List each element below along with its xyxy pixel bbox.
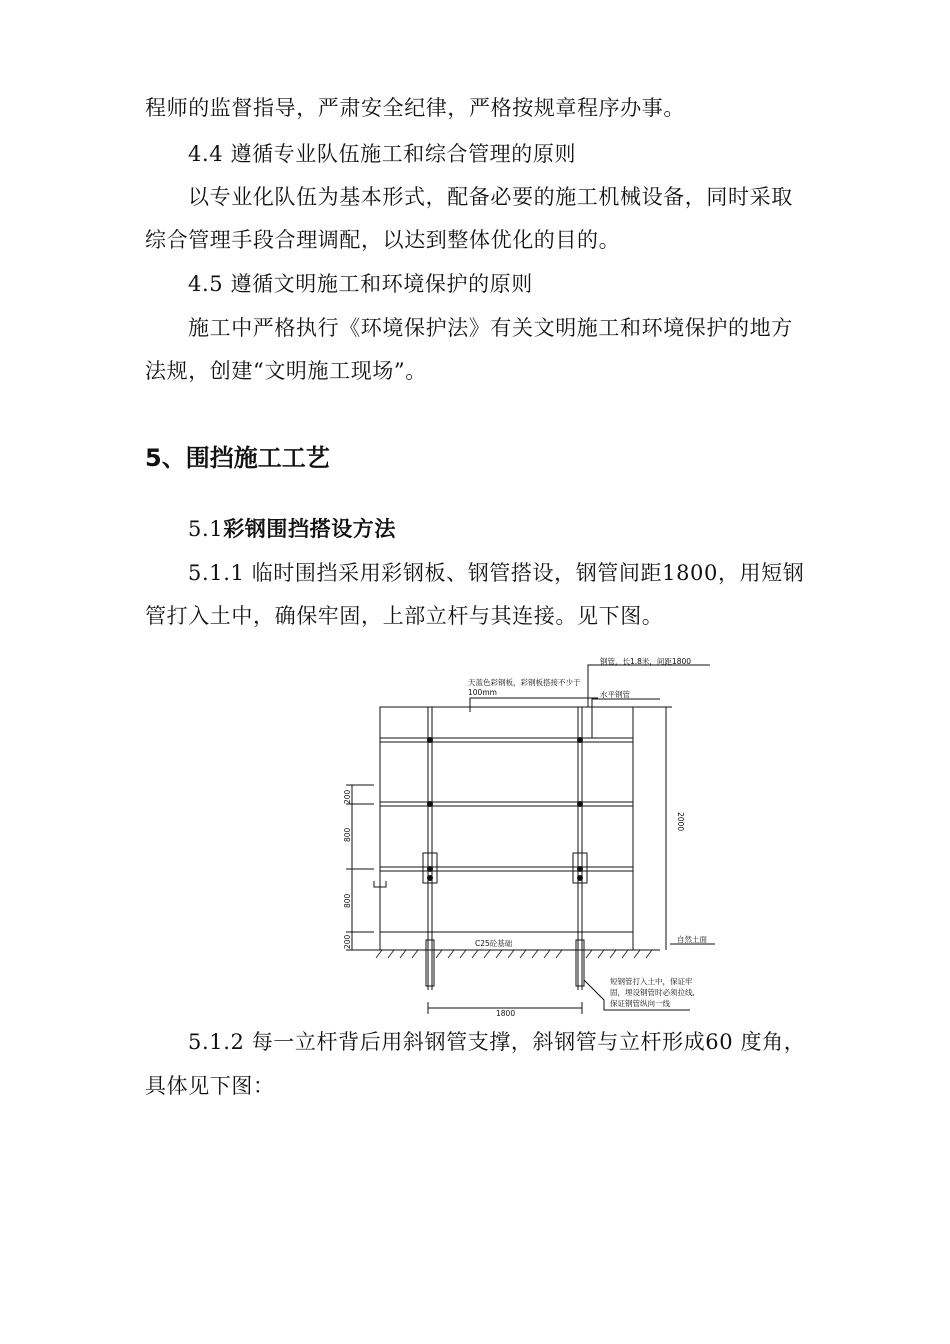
paragraph-line: 法规，创建“文明施工现场”。 (145, 359, 427, 383)
label-ground: 自然土面 (677, 935, 707, 944)
paragraph-line: 具体见下图： (145, 1074, 275, 1098)
paragraph-line: 综合管理手段合理调配，以达到整体优化的目的。 (145, 228, 621, 252)
subheading-4-5: 4.5 遵循文明施工和环境保护的原则 (188, 272, 533, 296)
label-panel-overlap: 100mm (468, 688, 497, 697)
label-panel: 天蓝色彩钢板，彩钢板搭接不少于 (468, 678, 581, 687)
subsection-heading (188, 515, 396, 543)
dimension-2000: 2000 (676, 812, 685, 832)
label-short-pipe: 短钢管打入土中，保证牢 (610, 977, 693, 986)
subsection-number: 5.1 (188, 517, 224, 541)
subheading-4-4: 4.4 遵循专业队伍施工和综合管理的原则 (188, 142, 577, 166)
label-pipe: 钢管，长1.8米，间距1800 (600, 657, 692, 666)
dimension-1800: 1800 (496, 1009, 516, 1018)
paragraph-line: 程师的监督指导，严肃安全纪律，严格按规章程序办事。 (145, 96, 685, 120)
section-heading: 5、围挡施工工艺 (145, 444, 330, 472)
paragraph-line: 以专业化队伍为基本形式，配备必要的施工机械设备，同时采取 (188, 185, 793, 209)
fence-construction-diagram (330, 650, 730, 1022)
paragraph-line: 管打入土中，确保牢固，上部立杆与其连接。见下图。 (145, 604, 664, 628)
panel-frame (380, 707, 633, 950)
subsection-title: 彩钢围挡搭设方法 (223, 517, 397, 541)
label-horizontal-pipe: 水平钢管 (600, 690, 630, 699)
paragraph-line: 5.1.2 每一立杆背后用斜钢管支撑，斜钢管与立杆形成60 度角， (188, 1030, 806, 1054)
label-base: C25砼基础 (475, 939, 513, 948)
paragraph-line: 施工中严格执行《环境保护法》有关文明施工和环境保护的地方 (188, 316, 793, 340)
dimension-200-bottom: 200 (343, 934, 352, 949)
paragraph-line: 5.1.1 临时围挡采用彩钢板、钢管搭设，钢管间距1800，用短钢 (188, 561, 805, 585)
label-short-pipe-3: 保证钢管纵向一线 (610, 999, 670, 1008)
label-short-pipe-2: 固，埋设钢管时必须拉线, (610, 988, 695, 997)
dimension-800-upper: 800 (343, 827, 352, 842)
dimension-200-top: 200 (343, 789, 352, 804)
dimension-800-lower: 800 (343, 893, 352, 908)
